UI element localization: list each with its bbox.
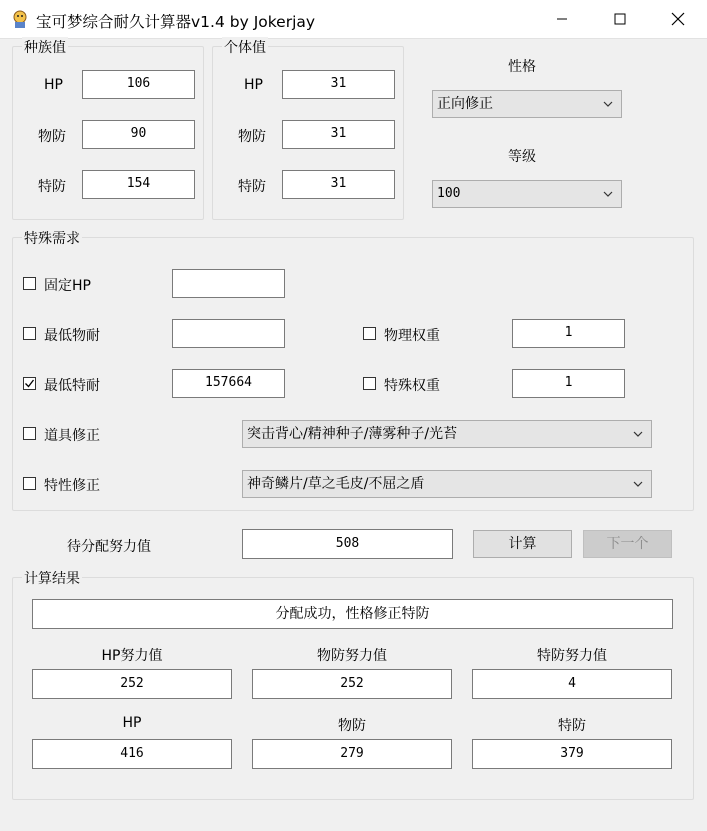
spec-weight-label: 特殊权重 [384, 378, 440, 394]
def-ev-output: 252 [252, 669, 452, 699]
item-mod-select[interactable] [242, 420, 652, 448]
chevron-down-icon [603, 190, 613, 198]
min-spdef-label: 最低特耐 [44, 378, 100, 394]
base-hp-label: HP [44, 77, 63, 93]
iv-spdef-label: 特防 [238, 179, 266, 195]
calculate-button[interactable]: 计算 [473, 530, 572, 558]
spdef-ev-output: 4 [472, 669, 672, 699]
maximize-button[interactable] [591, 0, 649, 38]
def-ev-label: 物防努力值 [317, 648, 387, 664]
spdef-stat-output: 379 [472, 739, 672, 769]
ev-pool-label: 待分配努力值 [67, 539, 151, 555]
hp-stat-output: 416 [32, 739, 232, 769]
min-spdef-input[interactable]: 157664 [172, 369, 285, 398]
item-mod-label: 道具修正 [44, 428, 100, 444]
chevron-down-icon [633, 430, 643, 438]
ability-mod-checkbox[interactable] [23, 477, 36, 490]
app-icon [10, 9, 30, 29]
ability-mod-value: 神奇鳞片/草之毛皮/不屈之盾 [247, 476, 425, 492]
level-value: 100 [437, 186, 461, 201]
title-bar [0, 0, 707, 39]
base-spdef-input[interactable]: 154 [82, 170, 195, 199]
iv-spdef-input[interactable]: 31 [282, 170, 395, 199]
base-def-input[interactable]: 90 [82, 120, 195, 149]
base-spdef-label: 特防 [38, 179, 66, 195]
level-select[interactable] [432, 180, 622, 208]
ev-pool-input[interactable]: 508 [242, 529, 453, 559]
iv-def-input[interactable]: 31 [282, 120, 395, 149]
min-def-input[interactable] [172, 319, 285, 348]
minimize-icon [556, 13, 568, 25]
item-mod-value: 突击背心/精神种子/薄雾种子/光苔 [247, 426, 458, 442]
min-def-label: 最低物耐 [44, 328, 100, 344]
close-icon [671, 12, 685, 26]
iv-hp-input[interactable]: 31 [282, 70, 395, 99]
base-hp-input[interactable]: 106 [82, 70, 195, 99]
chevron-down-icon [633, 480, 643, 488]
minimize-button[interactable] [533, 0, 591, 38]
def-stat-output: 279 [252, 739, 452, 769]
base-stats-legend: 种族值 [22, 37, 68, 57]
min-def-checkbox[interactable] [23, 327, 36, 340]
hp-ev-label: HP努力值 [101, 648, 163, 664]
spec-weight-input[interactable]: 1 [512, 369, 625, 398]
def-stat-label: 物防 [338, 718, 366, 734]
phys-weight-label: 物理权重 [384, 328, 440, 344]
spec-weight-checkbox[interactable] [363, 377, 376, 390]
results-legend: 计算结果 [22, 568, 82, 588]
iv-def-label: 物防 [238, 129, 266, 145]
phys-weight-input[interactable]: 1 [512, 319, 625, 348]
phys-weight-checkbox[interactable] [363, 327, 376, 340]
spdef-stat-label: 特防 [558, 718, 586, 734]
result-message: 分配成功，性格修正特防 [32, 599, 673, 629]
iv-hp-label: HP [244, 77, 263, 93]
nature-select[interactable] [432, 90, 622, 118]
hp-ev-output: 252 [32, 669, 232, 699]
fixed-hp-checkbox[interactable] [23, 277, 36, 290]
iv-legend: 个体值 [222, 37, 268, 57]
spdef-ev-label: 特防努力值 [537, 648, 607, 664]
window-title: 宝可梦综合耐久计算器v1.4 by Jokerjay [36, 13, 316, 31]
next-button[interactable]: 下一个 [583, 530, 672, 558]
maximize-icon [614, 13, 626, 25]
base-def-label: 物防 [38, 129, 66, 145]
chevron-down-icon [603, 100, 613, 108]
special-legend: 特殊需求 [22, 228, 82, 248]
hp-stat-label: HP [122, 715, 142, 731]
ability-mod-select[interactable] [242, 470, 652, 498]
nature-value: 正向修正 [437, 96, 493, 112]
ability-mod-label: 特性修正 [44, 478, 100, 494]
fixed-hp-label: 固定HP [44, 278, 91, 294]
fixed-hp-input[interactable] [172, 269, 285, 298]
close-button[interactable] [649, 0, 707, 38]
item-mod-checkbox[interactable] [23, 427, 36, 440]
checkmark-icon [24, 378, 35, 389]
min-spdef-checkbox[interactable] [23, 377, 36, 390]
level-label: 等级 [508, 149, 536, 165]
nature-label: 性格 [508, 59, 536, 75]
